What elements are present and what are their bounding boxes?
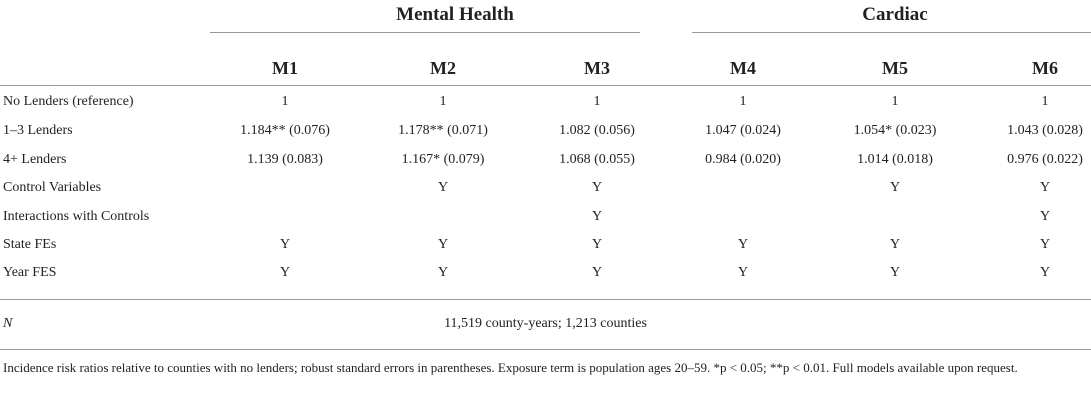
table-cell: Y [1039, 237, 1051, 252]
table-cell: Y [889, 265, 901, 280]
table-cell: Y [737, 237, 749, 252]
table-cell: Y [1039, 209, 1051, 224]
table-cell: 1.054* (0.023) [853, 123, 937, 138]
table-cell: Y [437, 265, 449, 280]
table-cell: 0.976 (0.022) [1007, 152, 1083, 167]
model-header-m4: M4 [730, 58, 756, 78]
group-rule-mental-health [210, 32, 640, 33]
table-cell: Y [1039, 180, 1051, 195]
group-header-mental-health: Mental Health [396, 4, 514, 25]
n-label: N [3, 316, 13, 331]
group-rule-cardiac [692, 32, 1091, 33]
table-cell: 0.984 (0.020) [705, 152, 781, 167]
table-cell: 1.167* (0.079) [401, 152, 485, 167]
table-cell: 1.184** (0.076) [240, 123, 330, 138]
table-cell: Y [889, 237, 901, 252]
table-cell: Y [737, 265, 749, 280]
model-header-m6: M6 [1032, 58, 1058, 78]
n-value: 11,519 county-years; 1,213 counties [444, 316, 647, 331]
table-cell: 1.178** (0.071) [398, 123, 488, 138]
row-label: Interactions with Controls [3, 209, 150, 224]
row-label: Control Variables [3, 180, 102, 195]
header-rule [0, 85, 1091, 86]
table-cell: 1 [593, 94, 601, 109]
model-header-m2: M2 [430, 58, 456, 78]
table-cell: Y [591, 180, 603, 195]
footer-rule [0, 349, 1091, 350]
table-cell: 1 [891, 94, 899, 109]
table-cell: 1.043 (0.028) [1007, 123, 1083, 138]
table-cell: Y [437, 180, 449, 195]
table-cell: Y [1039, 265, 1051, 280]
body-rule [0, 299, 1091, 300]
table-cell: Y [279, 237, 291, 252]
table-cell: 1 [739, 94, 747, 109]
table-cell: Y [591, 265, 603, 280]
model-header-m5: M5 [882, 58, 908, 78]
table-cell: Y [591, 209, 603, 224]
row-label: Year FES [3, 265, 57, 280]
table-cell: 1 [439, 94, 447, 109]
table-cell: Y [279, 265, 291, 280]
table-footnote: Incidence risk ratios relative to counties with no lenders; robust standard errors in parentheses. Exposure term is population ages 20–59. *p < 0.05; **p < 0.01. Full models available upon request. [3, 360, 1018, 375]
group-header-cardiac: Cardiac [862, 4, 928, 25]
table-cell: 1 [281, 94, 289, 109]
row-label: State FEs [3, 237, 57, 252]
table-cell: 1 [1041, 94, 1049, 109]
table-cell: Y [591, 237, 603, 252]
table-cell: 1.068 (0.055) [559, 152, 635, 167]
row-label: 4+ Lenders [3, 152, 67, 167]
table-cell: 1.139 (0.083) [247, 152, 323, 167]
row-label: 1–3 Lenders [3, 123, 73, 138]
row-label: No Lenders (reference) [3, 94, 134, 109]
table-cell: Y [437, 237, 449, 252]
table-cell: Y [889, 180, 901, 195]
table-cell: 1.014 (0.018) [857, 152, 933, 167]
model-header-m1: M1 [272, 58, 298, 78]
table-cell: 1.082 (0.056) [559, 123, 635, 138]
model-header-m3: M3 [584, 58, 610, 78]
table-cell: 1.047 (0.024) [705, 123, 781, 138]
